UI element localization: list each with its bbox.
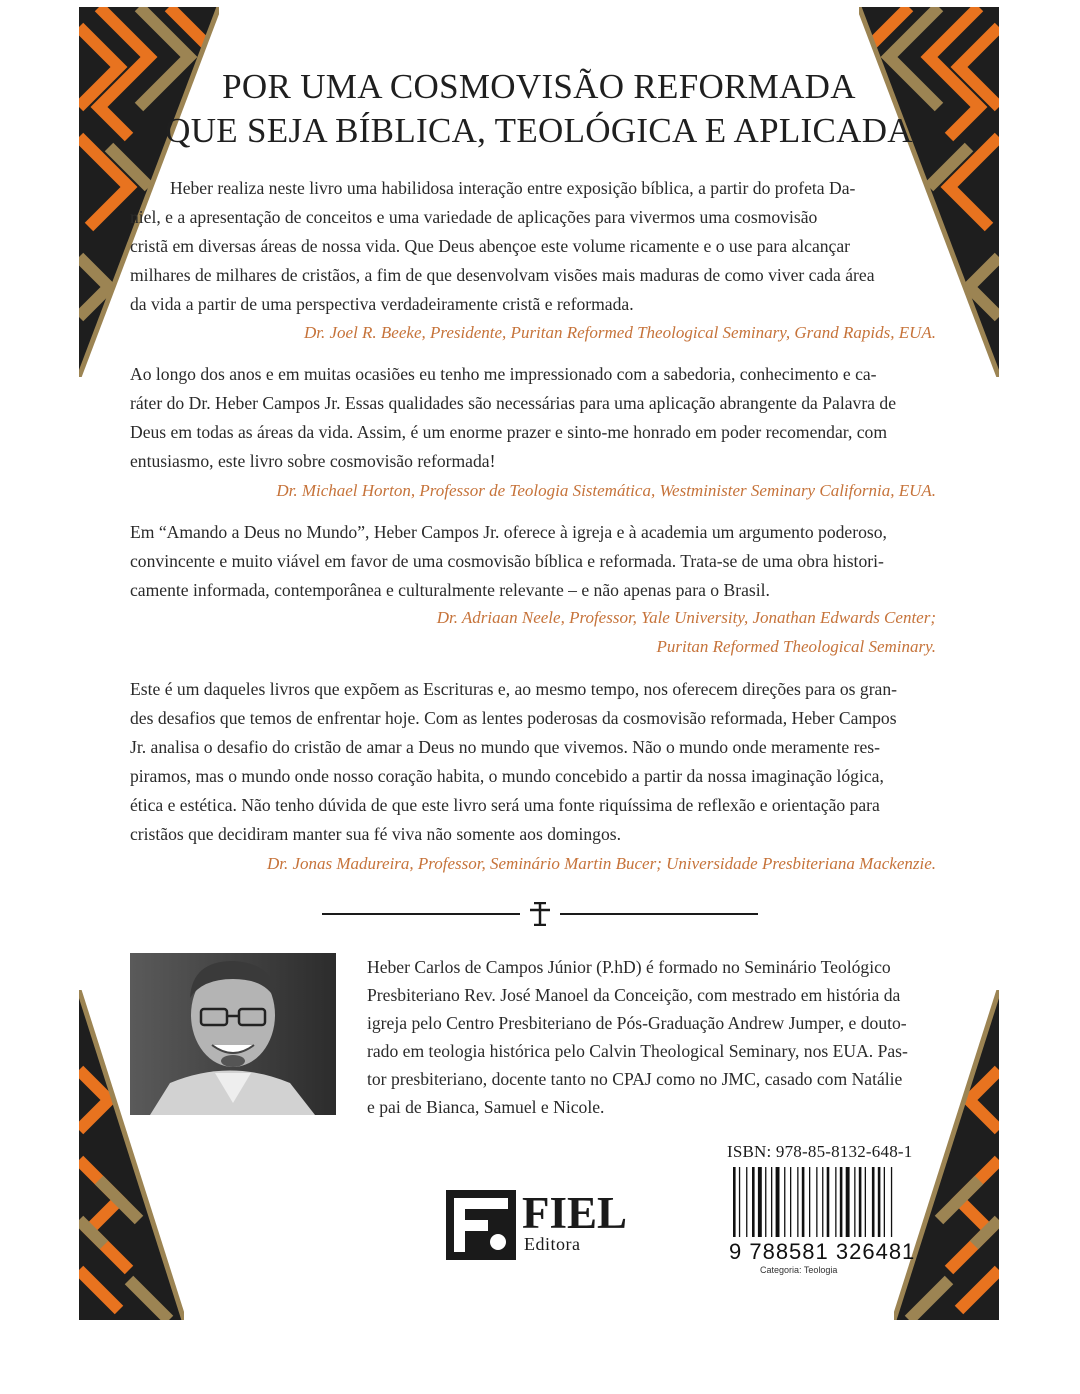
fiel-logo-mark-icon [446,1190,516,1260]
barcode-bar [859,1167,862,1237]
quote-line: da vida a partir de uma perspectiva verdadeiramente cristã e reformada. [130,294,634,314]
quote-line: convincente e muito viável em favor de uma cosmovisão bíblica e reformada. Trata-se de uma obra histori- [130,551,884,571]
quote-line: camente informada, contemporânea e culturalmente relevante – e não apenas para o Brasil. [130,580,770,600]
quote-line: entusiasmo, este livro sobre cosmovisão reformada! [130,451,496,471]
endorsement-3-attribution [130,603,936,661]
headline-line-2: QUE SEJA BÍBLICA, TEOLÓGICA E APLICADA [165,111,913,150]
bio-line: Presbiteriano Rev. José Manoel da Conceição, com mestrado em história da [367,985,901,1005]
endorsement-1-attribution: Dr. Joel R. Beeke, Presidente, Puritan Reformed Theological Seminary, Grand Rapids, EUA. [303,323,936,342]
barcode-bar [784,1167,785,1237]
publisher-name: FIEL [522,1188,628,1238]
barcode-bar [752,1167,755,1237]
cross-icon [530,903,550,925]
barcode-bar [765,1167,766,1237]
endorsement-4 [130,675,936,849]
barcode-bar [865,1167,866,1237]
barcode-bar [884,1167,885,1237]
barcode-bar [854,1167,855,1237]
barcode-bar [802,1167,805,1237]
quote-line: des desafios que temos de enfrentar hoje. Com as lentes poderosas da cosmovisão reformada, Heber Campos [130,708,897,728]
endorsement-2 [130,360,936,476]
category-label: Categoria: Teologia [760,1265,838,1275]
publisher-logo [446,1190,646,1262]
endorsement-1 [130,174,936,319]
bio-line: igreja pelo Centro Presbiteriano de Pós-Graduação Andrew Jumper, e douto- [367,1013,907,1033]
barcode-bar [872,1167,875,1237]
barcode-bar [878,1167,881,1237]
barcode-bar [891,1167,892,1237]
barcode-bar [822,1167,823,1237]
bio-line: rado em teologia histórica pelo Calvin Theological Seminary, nos EUA. Pas- [367,1041,908,1061]
barcode-bar [835,1167,836,1237]
barcode-bar [797,1167,798,1237]
quote-line: ética e estética. Não tenho dúvida de que este livro será uma fonte riquíssima de reflexão e orientação para [130,795,880,815]
isbn-label: ISBN: 978-85-8132-648-1 [727,1142,913,1161]
barcode-bar [809,1167,810,1237]
barcode-bar [846,1167,850,1237]
barcode-bar [776,1167,780,1237]
section-divider [322,902,758,926]
endorsement-4-attribution: Dr. Jonas Madureira, Professor, Seminário Martin Bucer; Universidade Presbiteriana Mackenzie. [266,854,936,873]
quote-line: Ao longo dos anos e em muitas ocasiões eu tenho me impressionado com a sabedoria, conhecimento e ca- [130,364,877,384]
quote-line: Heber realiza neste livro uma habilidosa interação entre exposição bíblica, a partir do profeta Da- [170,178,856,198]
quote-line: Deus em todas as áreas da vida. Assim, é um enorme prazer e sinto-me honrado em poder recomendar, com [130,422,888,442]
quote-line: Este é um daqueles livros que expõem as Escrituras e, ao mesmo tempo, nos oferecem direções para os gran- [130,679,898,699]
barcode-bar [827,1167,830,1237]
barcode-bar [758,1167,762,1237]
quote-line: Jr. analisa o desafio do cristão de amar a Deus no mundo que vivemos. Não o mundo onde meramente res- [130,737,880,757]
endorsement-2-attribution: Dr. Michael Horton, Professor de Teologia Sistemática, Westminister Seminary California, EUA. [276,481,936,500]
bio-line: tor presbiteriano, docente tanto no CPAJ como no JMC, casado com Natálie [367,1069,903,1089]
attribution-line: Puritan Reformed Theological Seminary. [656,637,936,656]
attribution-line: Dr. Adriaan Neele, Professor, Yale University, Jonathan Edwards Center; [436,608,936,627]
author-photo [130,953,336,1115]
bio-line: e pai de Bianca, Samuel e Nicole. [367,1097,605,1117]
quote-line: piramos, mas o mundo onde nosso coração habita, o mundo concebido a partir da nossa imaginação lógica, [130,766,884,786]
barcode-bar [840,1167,843,1237]
barcode-digits: 9 788581 326481 [729,1239,916,1264]
barcode-bar [733,1167,736,1237]
publisher-subtitle: Editora [524,1234,581,1254]
quote-line: cristã em diversas áreas de nossa vida. Que Deus abençoe este volume ricamente e o use para alcançar [130,236,851,256]
bio-line: Heber Carlos de Campos Júnior (P.hD) é formado no Seminário Teológico [367,957,891,977]
quote-line: milhares de milhares de cristãos, a fim de que desenvolvam visões mais maduras de como viver cada área [130,265,875,285]
barcode [729,1167,935,1245]
quote-line: cristãos que decidiram manter sua fé viva não somente aos domingos. [130,824,622,844]
barcode-bar [790,1167,791,1237]
headline-line-1: POR UMA COSMOVISÃO REFORMADA [222,67,856,106]
barcode-bar [746,1167,747,1237]
author-bio [367,953,933,1121]
barcode-bar [739,1167,740,1237]
book-back-cover [79,7,999,1320]
barcode-bar [771,1167,772,1237]
quote-line: niel, e a apresentação de conceitos e uma variedade de aplicações para vivermos uma cosmovisão [130,207,818,227]
barcode-bar [816,1167,817,1237]
quote-line: ráter do Dr. Heber Campos Jr. Essas qualidades são necessárias para uma aplicação abrangente da Palavra de [130,393,896,413]
quote-line: Em “Amando a Deus no Mundo”, Heber Campos Jr. oferece à igreja e à academia um argumento poderoso, [130,522,887,542]
cover-headline [79,65,999,153]
endorsement-3 [130,518,936,605]
